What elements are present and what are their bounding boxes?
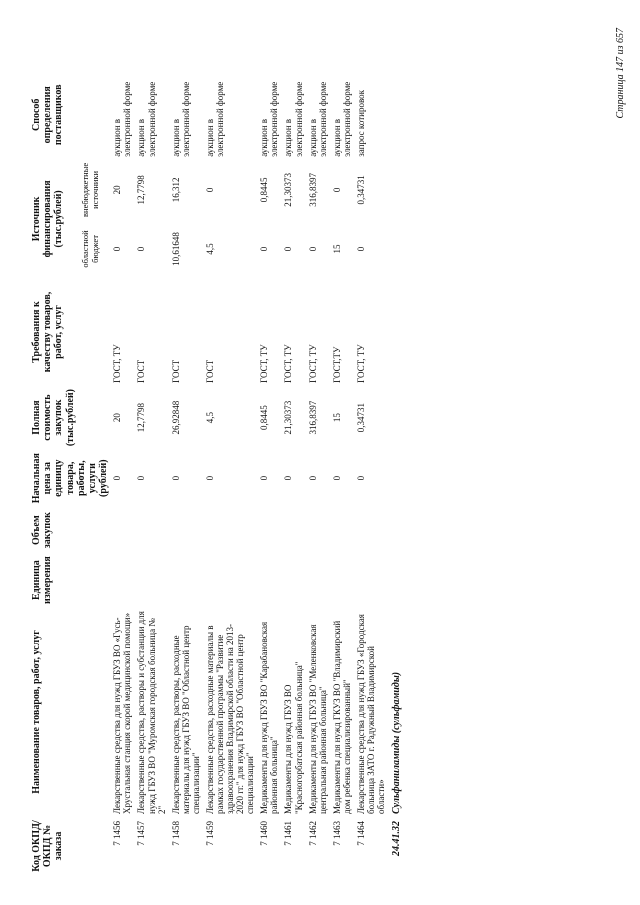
cell-total: 4,5 [204,411,215,424]
cell-method: аукцион в электронной форме [283,81,304,157]
table-row [330,70,354,875]
cell-offbudget: 316,8397 [307,173,318,207]
cell-code: 7 1460 [259,821,270,846]
cell-req: ГОСТ, ТУ [283,344,294,383]
cell-name: Медикаменты для нужд ГКУЗ ВО "Владимирский дом ребенка специализированный" [331,620,352,814]
cell-regional: 0 [112,246,123,252]
cell-volume [354,507,388,553]
cell-offbudget: 12,7798 [136,175,147,205]
cell-req: ГОСТ, ТУ [112,344,123,383]
cell-volume [257,507,281,553]
cell-offbudget: 21,30373 [283,173,294,207]
cell-code: 7 1456 [112,821,123,846]
header-volume: Объем закупок [31,512,54,549]
cell-total: 0,8445 [259,405,270,430]
table-row [169,70,203,875]
cell-method: аукцион в электронной форме [170,81,191,157]
cell-unit [257,553,281,607]
header-code: Код ОКПД/ ОКПД № заказа [31,820,65,872]
cell-offbudget: 16,312 [170,177,181,203]
cell-name: Медикаменты для нужд ГБУЗ ВО "Меленковская центральная районная больница" [307,624,328,814]
table-row [134,70,168,875]
cell-volume [203,507,257,553]
cell-price: 0 [259,475,270,481]
cell-regional: 15 [331,244,342,254]
cell-name: Лекарственные средства, расходные материалы в рамках государственной программы "Развитие здравоохранения Владимирской области на 2013-2020 гг." для нужд ГБУЗ ВО "Областной центр специализации" [204,623,256,814]
cell-volume [330,507,354,553]
header-name: Наименование товаров, работ, услуг [31,630,42,794]
cell-price: 0 [307,475,318,481]
cell-unit [281,553,305,607]
cell-total: 0,34731 [355,402,366,433]
cell-price: 0 [170,475,181,481]
cell-name: Лекарственные средства, растворы, расходные материалы для нужд ГБУЗ ВО "Областной центр специализации" [170,625,201,814]
cell-price: 0 [331,475,342,481]
cell-volume [110,507,134,553]
section-title: Сульфаниламиды (сульфамиды) [391,671,403,814]
table-row [110,70,134,875]
header-total: Полная стоимость закупок (тыс.рублей) [31,388,76,447]
cell-offbudget: 0,34731 [355,175,366,205]
cell-unit [203,553,257,607]
cell-name: Медикаменты для нужд ГБУЗ ВО "Карабановская районная больница" [259,621,280,814]
cell-volume [169,507,203,553]
table-row [306,70,330,875]
cell-req: ГОСТ, ТУ [259,344,270,383]
header-price: Начальная цена за единицу товара, работы, услуги (рублей) [31,453,110,504]
cell-unit [330,553,354,607]
cell-code: 7 1463 [331,821,342,846]
header-method: Способ определения поставщиков [31,84,65,146]
cell-unit [306,553,330,607]
cell-total: 316,8397 [307,400,318,435]
cell-name: Лекарственные средства, растворы и субстанции для нужд ГБУЗ ВО "Муромская городская больница № 2" [136,611,167,814]
page-number: Страница 147 из 657 [615,28,626,119]
cell-total: 20 [112,413,123,423]
cell-volume [306,507,330,553]
cell-unit [110,553,134,607]
cell-regional: 0 [283,246,294,252]
cell-price: 0 [112,475,123,481]
table-body [110,70,404,875]
cell-regional: 4,5 [204,243,215,255]
cell-name: Лекарственные средства для нужд ГБУЗ ВО «Гусь-Хрустальная станция скорой медицинской помощи» [112,612,133,814]
cell-unit [354,553,388,607]
header-source-regional: областной бюджет [80,230,100,268]
section-code: 24.41.32 [391,821,403,856]
cell-price: 0 [355,475,366,481]
cell-method: аукцион в электронной форме [259,81,280,157]
cell-req: ГОСТ, ТУ [307,344,318,383]
cell-price: 0 [283,475,294,481]
cell-regional: 0 [259,246,270,252]
cell-offbudget: 0,8445 [259,177,270,203]
cell-offbudget: 0 [331,187,342,193]
header-row [30,70,80,875]
table-row [281,70,305,875]
cell-name: Лекарственные средства для нужд ГБУЗ «Городская больница ЗАТО г. Радужный Владимирской области» [355,614,387,814]
cell-req: ГОСТ, ТУ [355,344,366,383]
cell-req: ГОСТ [170,359,181,383]
cell-total: 21,30373 [283,400,294,435]
cell-total: 26,92848 [170,400,181,435]
cell-total: 12,7798 [136,402,147,433]
header-source-offbudget: внебюджетные источники [80,162,100,217]
cell-req: ГОСТ [136,359,147,383]
cell-code: 7 1461 [283,821,294,846]
cell-offbudget: 20 [112,185,123,195]
cell-name: Медикаменты для нужд ГБУЗ ВО "Красногорбатская районная больница" [283,661,304,814]
cell-method: аукцион в электронной форме [307,81,328,157]
cell-code: 7 1462 [307,821,318,846]
cell-volume [281,507,305,553]
header-unit: Единица измерения [31,556,54,604]
header-requirements: Требования к качеству товаров, работ, услуг [31,291,65,373]
cell-req: ГОСТ [204,359,215,383]
cell-unit [169,553,203,607]
procurement-table [30,70,404,875]
table-row [354,70,388,875]
section-row [388,70,404,875]
table-row [203,70,257,875]
cell-code: 7 1464 [355,821,366,846]
cell-regional: 0 [307,246,318,252]
header-source: Источник финансирования (тыс.рублей) [31,180,65,258]
cell-code: 7 1457 [136,821,147,846]
cell-volume [134,507,168,553]
cell-method: аукцион в электронной форме [136,81,157,157]
cell-unit [134,553,168,607]
cell-price: 0 [136,475,147,481]
cell-method: аукцион в электронной форме [204,81,226,157]
cell-code: 7 1458 [170,821,181,846]
cell-regional: 0 [136,246,147,252]
cell-code: 7 1459 [204,821,215,846]
cell-req: ГОСТ,ТУ [331,346,342,383]
cell-offbudget: 0 [204,187,215,193]
cell-total: 15 [331,413,342,423]
cell-method: запрос котировок [355,89,366,157]
table-row [257,70,281,875]
cell-price: 0 [204,475,215,481]
cell-regional: 0 [355,246,366,252]
cell-method: аукцион в электронной форме [331,81,352,157]
cell-method: аукцион в электронной форме [112,81,133,157]
cell-regional: 10,61648 [170,232,181,266]
